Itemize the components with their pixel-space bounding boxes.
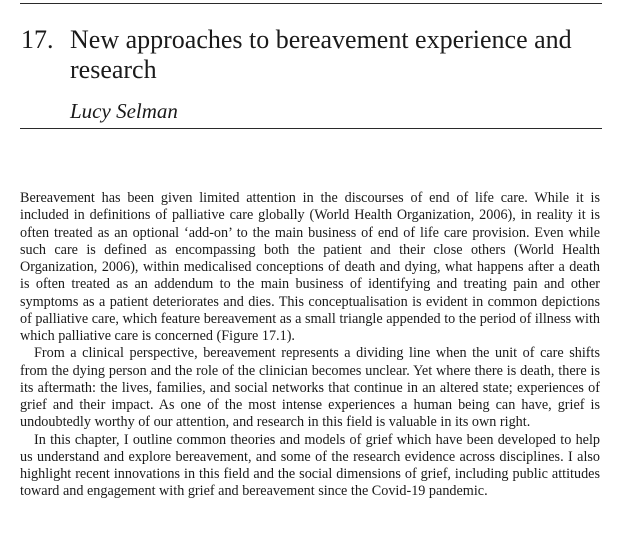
chapter-author: Lucy Selman (70, 99, 178, 123)
chapter-body (20, 190, 600, 501)
header-bottom-rule (20, 128, 602, 129)
body-paragraph-1: Bereavement has been given limited attention in the discourses of end of life care. While it is included in definitions of palliative care globally (World Health Organization, 2006), in reality it is often treated as an optional ‘add-on’ to the main business of end of life care provision. Even while such care is defined as encompassing both the patient and their close others (World Health Organization, 2006), within medicalised conceptions of death and dying, what happens after a death is often treated as an addendum to the main business of identifying and treating pain and other symptoms as a patient deteriorates and dies. This conceptualisation is evident in common depictions of palliative care, which feature bereavement as a small triangle appended to the period of illness with which palliative care is concerned (Figure 17.1). (20, 190, 600, 344)
header-top-rule (20, 3, 602, 4)
body-paragraph-2: From a clinical perspective, bereavement represents a dividing line when the unit of care shifts from the dying person and the role of the clinician becomes unclear. Yet where there is death, there is its aftermath: the lives, families, and social networks that continue in an altered state; experiences of grief and their impact. As one of the most intense experiences a human being can have, grief is undoubtedly worthy of our attention, and research in this field is valuable in its own right. (20, 345, 600, 431)
chapter-title: New approaches to bereavement experience and research (70, 25, 572, 84)
body-paragraph-3: In this chapter, I outline common theories and models of grief which have been developed to help us understand and explore bereavement, and some of the research evidence across disciplines. I also highlight recent innovations in this field and the social dimensions of grief, including public attitudes toward and engagement with grief and bereavement since the Covid-19 pandemic. (20, 431, 600, 500)
chapter-number: 17. (21, 25, 54, 54)
